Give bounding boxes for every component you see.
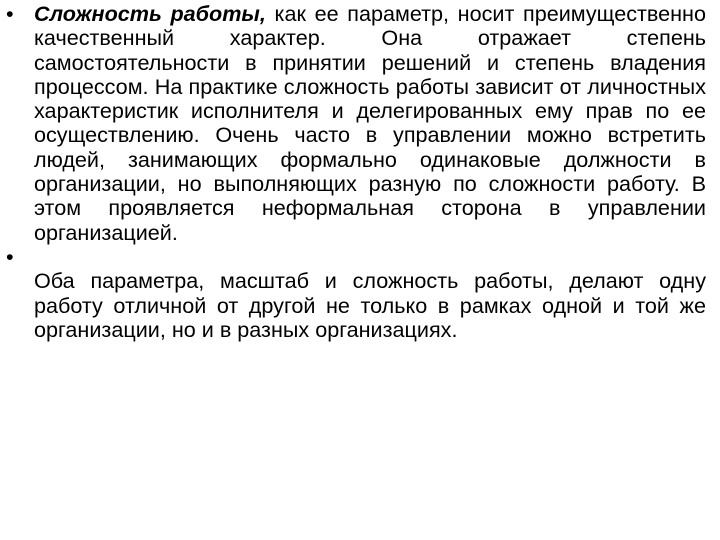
empty-line: [34, 245, 706, 269]
bullet-list: [6, 2, 706, 342]
bullet-text: [34, 1, 706, 245]
bullet-text: Оба параметра, масштаб и сложность работы, делают одну работу отличной от другой не только в рамках одной и той же организации, но и в разных организациях.: [34, 268, 706, 342]
bullet-body: как ее параметр, носит преимущественно качественный характер. Она отражает степень самостоятельности в принятии решений и степень владения процессом. На практике сложность работы зависит от личностных характеристик исполнителя и делегированных ему прав по ее осуществлению. Очень часто в управлении можно встретить людей, занимающих формально одинаковые должности в организации, но выполняющих разную по сложности работу. В этом проявляется неформальная сторона в управлении организацией.: [34, 1, 706, 245]
bullet-marker: •: [6, 1, 14, 26]
bullet-item-complexity: [6, 2, 706, 245]
bullet-item-parameters: [6, 245, 706, 342]
bullet-emphasis: Сложность работы,: [34, 1, 266, 26]
bullet-marker: •: [6, 243, 14, 269]
